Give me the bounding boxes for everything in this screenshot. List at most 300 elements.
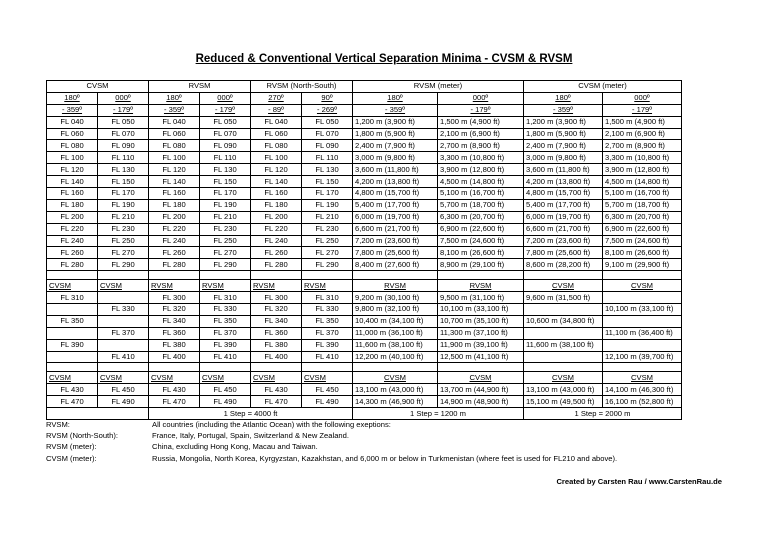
table-cell: FL 200 xyxy=(251,211,302,223)
table-cell: 8,900 m (29,100 ft) xyxy=(438,259,524,271)
table-cell: 11,600 m (38,100 ft) xyxy=(353,339,438,351)
note-text: China, excluding Hong Kong, Macau and Taiwan. xyxy=(152,442,318,452)
table-cell: FL 340 xyxy=(251,315,302,327)
separator-cell xyxy=(603,363,682,372)
direction-header: - 359º xyxy=(353,104,438,116)
table-cell: FL 180 xyxy=(251,199,302,211)
table-cell: FL 470 xyxy=(251,396,302,408)
section-header-row xyxy=(47,372,682,384)
section-header: CVSM xyxy=(603,372,682,384)
table-cell: FL 250 xyxy=(302,235,353,247)
table-cell: FL 130 xyxy=(302,164,353,176)
table-cell: 6,000 m (19,700 ft) xyxy=(524,211,603,223)
table-cell: 15,100 m (49,500 ft) xyxy=(524,396,603,408)
table-cell xyxy=(98,339,149,351)
table-cell: 6,000 m (19,700 ft) xyxy=(353,211,438,223)
note-label: RVSM (North-South): xyxy=(46,431,119,441)
table-cell: 9,100 m (29,900 ft) xyxy=(603,259,682,271)
table-cell: FL 310 xyxy=(200,292,251,304)
table-cell: 4,800 m (15,700 ft) xyxy=(524,188,603,200)
section-header: RVSM xyxy=(149,280,200,292)
note-text: Russia, Mongolia, North Korea, Kyrgyzstan, Kazakhstan, and 6,000 m or below in Turkmenistan (where feet is used for FL210 and above). xyxy=(152,453,618,463)
direction-header: - 359º xyxy=(149,104,200,116)
direction-header: 180º xyxy=(524,92,603,104)
table-cell: FL 070 xyxy=(302,128,353,140)
table-cell: 11,100 m (36,400 ft) xyxy=(603,327,682,339)
table-cell: 14,300 m (46,900 ft) xyxy=(353,396,438,408)
table-cell: FL 160 xyxy=(47,188,98,200)
section-header: CVSM xyxy=(353,372,438,384)
table-cell: FL 190 xyxy=(302,199,353,211)
group-header: RVSM xyxy=(149,81,251,93)
table-cell: FL 120 xyxy=(251,164,302,176)
note-text: France, Italy, Portugal, Spain, Switzerland & New Zealand. xyxy=(152,431,349,441)
group-header: CVSM xyxy=(47,81,149,93)
table-cell: FL 370 xyxy=(200,327,251,339)
table-cell: FL 310 xyxy=(47,292,98,304)
table-cell: FL 210 xyxy=(98,211,149,223)
table-cell: FL 140 xyxy=(47,176,98,188)
table-cell: FL 110 xyxy=(200,152,251,164)
section-header: RVSM xyxy=(438,280,524,292)
table-row xyxy=(47,384,682,396)
table-row xyxy=(47,351,682,363)
table-cell: 7,800 m (25,600 ft) xyxy=(524,247,603,259)
table-cell xyxy=(524,351,603,363)
separator-row xyxy=(47,271,682,280)
table-cell: 12,500 m (41,100 ft) xyxy=(438,351,524,363)
table-cell: FL 370 xyxy=(302,327,353,339)
table-cell: 3,900 m (12,800 ft) xyxy=(438,164,524,176)
separator-cell xyxy=(149,363,200,372)
table-cell: 14,100 m (46,300 ft) xyxy=(603,384,682,396)
group-header-row xyxy=(47,81,682,93)
separator-cell xyxy=(251,363,302,372)
table-cell xyxy=(524,304,603,316)
table-cell: FL 450 xyxy=(302,384,353,396)
table-cell: FL 090 xyxy=(302,140,353,152)
table-cell: FL 150 xyxy=(98,176,149,188)
table-cell: 5,700 m (18,700 ft) xyxy=(438,199,524,211)
direction-header: - 179º xyxy=(438,104,524,116)
table-cell: FL 100 xyxy=(47,152,98,164)
direction-header: 000º xyxy=(98,92,149,104)
table-cell: FL 170 xyxy=(302,188,353,200)
table-cell: FL 470 xyxy=(47,396,98,408)
section-header: CVSM xyxy=(524,372,603,384)
table-row xyxy=(47,116,682,128)
table-cell: FL 200 xyxy=(149,211,200,223)
table-cell: 4,800 m (15,700 ft) xyxy=(353,188,438,200)
section-header: RVSM xyxy=(200,280,251,292)
table-cell: FL 250 xyxy=(98,235,149,247)
table-cell xyxy=(603,315,682,327)
table-cell: FL 340 xyxy=(149,315,200,327)
table-cell: 8,600 m (28,200 ft) xyxy=(524,259,603,271)
table-cell: FL 410 xyxy=(98,351,149,363)
table-cell: 3,600 m (11,800 ft) xyxy=(524,164,603,176)
table-cell: 13,100 m (43,000 ft) xyxy=(353,384,438,396)
table-cell: 4,500 m (14,800 ft) xyxy=(438,176,524,188)
table-cell: 2,400 m (7,900 ft) xyxy=(353,140,438,152)
step-cell: 1 Step = 2000 m xyxy=(524,408,682,420)
table-cell: FL 050 xyxy=(302,116,353,128)
section-header: CVSM xyxy=(149,372,200,384)
table-cell: FL 040 xyxy=(149,116,200,128)
table-cell: FL 210 xyxy=(302,211,353,223)
table-cell: FL 430 xyxy=(149,384,200,396)
direction-header: 000º xyxy=(438,92,524,104)
section-header: CVSM xyxy=(302,372,353,384)
table-cell: 5,700 m (18,700 ft) xyxy=(603,199,682,211)
direction-header: 180º xyxy=(149,92,200,104)
direction-header: 000º xyxy=(603,92,682,104)
table-cell: FL 350 xyxy=(200,315,251,327)
table-cell: 11,300 m (37,100 ft) xyxy=(438,327,524,339)
table-cell: FL 390 xyxy=(47,339,98,351)
table-cell xyxy=(603,292,682,304)
table-cell: 10,400 m (34,100 ft) xyxy=(353,315,438,327)
table-cell: 3,600 m (11,800 ft) xyxy=(353,164,438,176)
direction-header-row xyxy=(47,92,682,104)
table-cell: FL 260 xyxy=(251,247,302,259)
table-cell: 1,500 m (4,900 ft) xyxy=(603,116,682,128)
table-cell: 2,400 m (7,900 ft) xyxy=(524,140,603,152)
page-title: Reduced & Conventional Vertical Separation Minima - CVSM & RVSM xyxy=(195,53,573,65)
table-cell: FL 150 xyxy=(200,176,251,188)
table-cell: FL 260 xyxy=(47,247,98,259)
table-cell: FL 060 xyxy=(47,128,98,140)
table-cell: FL 240 xyxy=(149,235,200,247)
table-cell: 10,700 m (35,100 ft) xyxy=(438,315,524,327)
step-row xyxy=(47,408,682,420)
table-cell: FL 360 xyxy=(149,327,200,339)
credit-line: Created by Carsten Rau / www.CarstenRau.de xyxy=(556,477,722,486)
table-cell: 8,100 m (26,600 ft) xyxy=(603,247,682,259)
table-cell: FL 080 xyxy=(149,140,200,152)
table-cell: FL 380 xyxy=(149,339,200,351)
table-cell: 3,900 m (12,800 ft) xyxy=(603,164,682,176)
table-cell: FL 220 xyxy=(47,223,98,235)
table-cell: FL 120 xyxy=(149,164,200,176)
table-cell: 7,800 m (25,600 ft) xyxy=(353,247,438,259)
table-cell: 11,600 m (38,100 ft) xyxy=(524,339,603,351)
section-header-row xyxy=(47,280,682,292)
separator-cell xyxy=(524,363,603,372)
table-cell: FL 490 xyxy=(98,396,149,408)
table-row xyxy=(47,152,682,164)
table-row xyxy=(47,327,682,339)
direction-header: - 269º xyxy=(302,104,353,116)
table-cell: FL 380 xyxy=(251,339,302,351)
table-cell: FL 230 xyxy=(98,223,149,235)
table-cell: 6,900 m (22,600 ft) xyxy=(603,223,682,235)
table-cell: 5,100 m (16,700 ft) xyxy=(603,188,682,200)
table-cell: FL 160 xyxy=(149,188,200,200)
table-cell: 4,200 m (13,800 ft) xyxy=(524,176,603,188)
section-header: CVSM xyxy=(47,280,98,292)
table-row xyxy=(47,339,682,351)
table-cell: 3,000 m (9,800 ft) xyxy=(524,152,603,164)
table-cell: FL 290 xyxy=(302,259,353,271)
section-header: CVSM xyxy=(98,372,149,384)
table-cell: 5,400 m (17,700 ft) xyxy=(524,199,603,211)
separator-cell xyxy=(98,271,149,280)
table-cell: FL 060 xyxy=(149,128,200,140)
table-cell: 9,500 m (31,100 ft) xyxy=(438,292,524,304)
table-cell: 4,200 m (13,800 ft) xyxy=(353,176,438,188)
table-cell: FL 080 xyxy=(47,140,98,152)
table-row xyxy=(47,188,682,200)
table-cell: 16,100 m (52,800 ft) xyxy=(603,396,682,408)
table-cell: FL 090 xyxy=(200,140,251,152)
table-cell: 6,300 m (20,700 ft) xyxy=(438,211,524,223)
direction-header: - 359º xyxy=(47,104,98,116)
table-cell xyxy=(47,327,98,339)
table-cell: FL 040 xyxy=(251,116,302,128)
table-cell: 4,500 m (14,800 ft) xyxy=(603,176,682,188)
table-cell: 9,600 m (31,500 ft) xyxy=(524,292,603,304)
table-cell: 12,100 m (39,700 ft) xyxy=(603,351,682,363)
note-label: CVSM (meter): xyxy=(46,453,97,463)
table-cell: FL 400 xyxy=(149,351,200,363)
table-cell: FL 350 xyxy=(302,315,353,327)
table-cell: 12,200 m (40,100 ft) xyxy=(353,351,438,363)
table-cell: 6,300 m (20,700 ft) xyxy=(603,211,682,223)
section-header: CVSM xyxy=(438,372,524,384)
table-cell: 7,500 m (24,600 ft) xyxy=(603,235,682,247)
table-cell: FL 450 xyxy=(200,384,251,396)
table-row xyxy=(47,259,682,271)
section-header: RVSM xyxy=(302,280,353,292)
table-cell: FL 220 xyxy=(149,223,200,235)
direction-header: 000º xyxy=(200,92,251,104)
step-cell: 1 Step = 1200 m xyxy=(353,408,524,420)
table-cell: 3,300 m (10,800 ft) xyxy=(603,152,682,164)
table-cell: 1,200 m (3,900 ft) xyxy=(353,116,438,128)
section-header: CVSM xyxy=(603,280,682,292)
table-cell: FL 050 xyxy=(98,116,149,128)
step-cell: 1 Step = 4000 ft xyxy=(149,408,353,420)
table-cell: 7,200 m (23,600 ft) xyxy=(524,235,603,247)
table-cell: 2,700 m (8,900 ft) xyxy=(438,140,524,152)
table-cell: 3,000 m (9,800 ft) xyxy=(353,152,438,164)
separator-cell xyxy=(603,271,682,280)
table-cell: FL 320 xyxy=(149,304,200,316)
table-cell: FL 470 xyxy=(149,396,200,408)
table-cell: FL 180 xyxy=(149,199,200,211)
table-cell: FL 310 xyxy=(302,292,353,304)
table-cell: FL 490 xyxy=(302,396,353,408)
table-cell xyxy=(47,351,98,363)
group-header: RVSM (meter) xyxy=(353,81,524,93)
table-row xyxy=(47,128,682,140)
table-cell: FL 280 xyxy=(251,259,302,271)
table-cell: 10,100 m (33,100 ft) xyxy=(603,304,682,316)
table-cell: FL 160 xyxy=(251,188,302,200)
table-cell: FL 120 xyxy=(47,164,98,176)
table-cell: FL 050 xyxy=(200,116,251,128)
table-row xyxy=(47,396,682,408)
table-cell: FL 490 xyxy=(200,396,251,408)
separator-cell xyxy=(47,363,98,372)
note-label: RVSM: xyxy=(46,420,70,429)
table-cell: 10,100 m (33,100 ft) xyxy=(438,304,524,316)
table-cell: FL 060 xyxy=(251,128,302,140)
group-header: RVSM (North-South) xyxy=(251,81,353,93)
direction-header: 180º xyxy=(353,92,438,104)
step-cell xyxy=(47,408,149,420)
table-cell: FL 270 xyxy=(302,247,353,259)
table-cell: FL 360 xyxy=(251,327,302,339)
table-cell: FL 170 xyxy=(98,188,149,200)
section-header: CVSM xyxy=(251,372,302,384)
direction-header: 180º xyxy=(47,92,98,104)
separator-cell xyxy=(98,363,149,372)
table-cell: 9,800 m (32,100 ft) xyxy=(353,304,438,316)
table-row xyxy=(47,247,682,259)
separator-cell xyxy=(302,363,353,372)
table-cell xyxy=(524,327,603,339)
table-cell: FL 270 xyxy=(98,247,149,259)
table-cell: 10,600 m (34,800 ft) xyxy=(524,315,603,327)
table-cell: 7,500 m (24,600 ft) xyxy=(438,235,524,247)
separator-cell xyxy=(302,271,353,280)
table-row xyxy=(47,223,682,235)
table-cell: FL 410 xyxy=(200,351,251,363)
separator-cell xyxy=(438,271,524,280)
table-cell: 5,100 m (16,700 ft) xyxy=(438,188,524,200)
table-row xyxy=(47,304,682,316)
table-cell: FL 090 xyxy=(98,140,149,152)
table-cell: FL 100 xyxy=(251,152,302,164)
separator-cell xyxy=(251,271,302,280)
table-cell: 1,500 m (4,900 ft) xyxy=(438,116,524,128)
note-text: All countries (including the Atlantic Ocean) with the following exeptions: xyxy=(152,420,391,429)
table-row xyxy=(47,211,682,223)
table-cell: FL 230 xyxy=(200,223,251,235)
table-cell: 6,600 m (21,700 ft) xyxy=(353,223,438,235)
table-cell: FL 370 xyxy=(98,327,149,339)
table-cell: FL 300 xyxy=(251,292,302,304)
table-cell: FL 280 xyxy=(149,259,200,271)
table-cell: FL 300 xyxy=(149,292,200,304)
table-cell xyxy=(98,292,149,304)
section-header: CVSM xyxy=(47,372,98,384)
table-cell: FL 240 xyxy=(47,235,98,247)
table-cell xyxy=(98,315,149,327)
table-cell: FL 400 xyxy=(251,351,302,363)
group-header: CVSM (meter) xyxy=(524,81,682,93)
table-cell: FL 290 xyxy=(98,259,149,271)
table-cell: FL 210 xyxy=(200,211,251,223)
table-cell: 8,400 m (27,600 ft) xyxy=(353,259,438,271)
separator-cell xyxy=(200,271,251,280)
separator-row xyxy=(47,363,682,372)
table-cell xyxy=(603,339,682,351)
note-label: RVSM (meter): xyxy=(46,442,97,452)
table-cell: FL 100 xyxy=(149,152,200,164)
separator-cell xyxy=(353,363,438,372)
separator-cell xyxy=(438,363,524,372)
table-cell: 1,800 m (5,900 ft) xyxy=(524,128,603,140)
table-cell: 2,100 m (6,900 ft) xyxy=(603,128,682,140)
table-cell: FL 320 xyxy=(251,304,302,316)
table-cell: FL 450 xyxy=(98,384,149,396)
table-cell: 6,600 m (21,700 ft) xyxy=(524,223,603,235)
table-cell: FL 250 xyxy=(200,235,251,247)
table-cell: FL 170 xyxy=(200,188,251,200)
table-cell: FL 130 xyxy=(200,164,251,176)
table-cell: FL 180 xyxy=(47,199,98,211)
direction-header: - 89º xyxy=(251,104,302,116)
table-cell: 11,900 m (39,100 ft) xyxy=(438,339,524,351)
direction-header: - 179º xyxy=(200,104,251,116)
direction-header: - 179º xyxy=(98,104,149,116)
table-cell: FL 070 xyxy=(200,128,251,140)
separation-table xyxy=(46,80,682,420)
separator-cell xyxy=(200,363,251,372)
table-cell: FL 110 xyxy=(98,152,149,164)
table-cell: 7,200 m (23,600 ft) xyxy=(353,235,438,247)
table-row xyxy=(47,292,682,304)
separator-cell xyxy=(524,271,603,280)
table-cell: FL 140 xyxy=(251,176,302,188)
table-cell: FL 110 xyxy=(302,152,353,164)
table-cell: FL 390 xyxy=(302,339,353,351)
table-row xyxy=(47,199,682,211)
table-cell: FL 430 xyxy=(47,384,98,396)
table-cell: FL 140 xyxy=(149,176,200,188)
table-cell: FL 290 xyxy=(200,259,251,271)
table-cell: FL 130 xyxy=(98,164,149,176)
table-cell: FL 190 xyxy=(200,199,251,211)
table-cell: 1,800 m (5,900 ft) xyxy=(353,128,438,140)
table-cell: FL 070 xyxy=(98,128,149,140)
table-cell: 13,700 m (44,900 ft) xyxy=(438,384,524,396)
table-cell: FL 200 xyxy=(47,211,98,223)
section-header: CVSM xyxy=(200,372,251,384)
table-cell: FL 390 xyxy=(200,339,251,351)
separator-cell xyxy=(149,271,200,280)
table-row xyxy=(47,176,682,188)
section-header: RVSM xyxy=(251,280,302,292)
table-cell: FL 430 xyxy=(251,384,302,396)
direction-header: - 359º xyxy=(524,104,603,116)
table-cell: FL 260 xyxy=(149,247,200,259)
table-row xyxy=(47,235,682,247)
table-cell: 3,300 m (10,800 ft) xyxy=(438,152,524,164)
table-cell: FL 190 xyxy=(98,199,149,211)
table-cell: FL 080 xyxy=(251,140,302,152)
separator-cell xyxy=(353,271,438,280)
table-cell: 11,000 m (36,100 ft) xyxy=(353,327,438,339)
table-cell: FL 280 xyxy=(47,259,98,271)
table-cell: FL 230 xyxy=(302,223,353,235)
table-cell: FL 270 xyxy=(200,247,251,259)
direction-header: 90º xyxy=(302,92,353,104)
section-header: CVSM xyxy=(98,280,149,292)
section-header: CVSM xyxy=(524,280,603,292)
table-cell: 9,200 m (30,100 ft) xyxy=(353,292,438,304)
table-cell: FL 240 xyxy=(251,235,302,247)
table-cell: FL 350 xyxy=(47,315,98,327)
direction-header: 270º xyxy=(251,92,302,104)
direction-header: - 179º xyxy=(603,104,682,116)
table-row xyxy=(47,164,682,176)
direction-header-row xyxy=(47,104,682,116)
table-cell: FL 040 xyxy=(47,116,98,128)
